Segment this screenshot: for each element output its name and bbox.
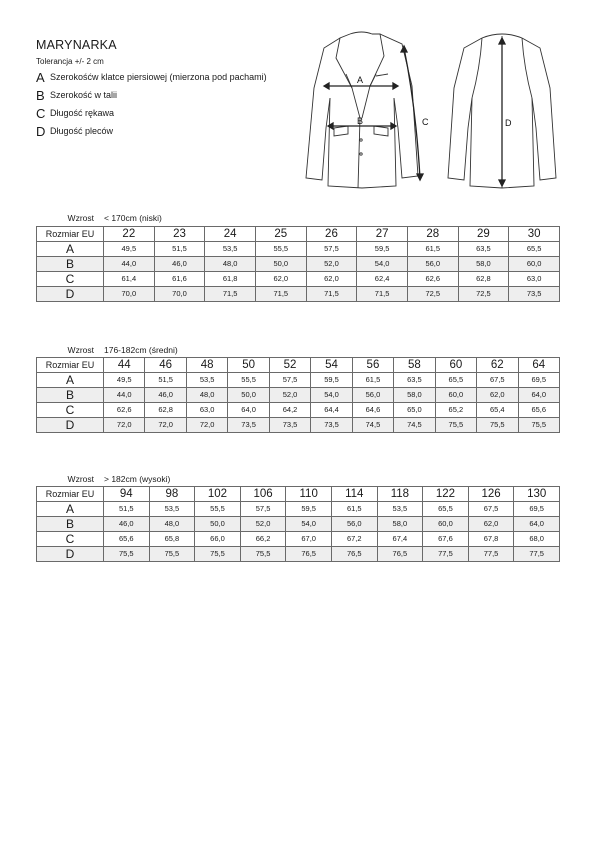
value-cell: 50,0 (255, 257, 306, 272)
height-label: Wzrost (67, 474, 94, 484)
height-label: Wzrost (67, 213, 94, 223)
size-cell: 94 (104, 487, 150, 502)
value-cell: 75,5 (435, 418, 476, 433)
value-cell: 77,5 (468, 547, 514, 562)
table-row (37, 532, 560, 547)
value-cell: 64,2 (269, 403, 310, 418)
value-cell: 44,0 (104, 257, 155, 272)
value-cell: 64,0 (228, 403, 269, 418)
value-cell: 56,0 (407, 257, 458, 272)
value-cell: 69,5 (514, 502, 560, 517)
value-cell: 75,5 (104, 547, 150, 562)
value-cell: 66,0 (195, 532, 241, 547)
row-letter: D (37, 287, 104, 302)
value-cell: 55,5 (228, 373, 269, 388)
jacket-diagram (300, 28, 570, 193)
legend-text: Szerokośćw klatce piersiowej (mierzona pod pachami) (50, 72, 267, 82)
size-cell: 30 (509, 227, 560, 242)
value-cell: 72,5 (407, 287, 458, 302)
diagram-label-b: B (357, 116, 364, 126)
table-row (37, 388, 560, 403)
legend-letter: B (36, 87, 45, 103)
value-cell: 75,5 (477, 418, 518, 433)
value-cell: 65,0 (394, 403, 435, 418)
value-cell: 57,5 (306, 242, 357, 257)
value-cell: 65,6 (104, 532, 150, 547)
size-cell: 44 (104, 358, 145, 373)
value-cell: 62,0 (306, 272, 357, 287)
size-header-row (37, 487, 560, 502)
value-cell: 65,8 (149, 532, 195, 547)
value-cell: 59,5 (357, 242, 408, 257)
size-cell: 110 (286, 487, 332, 502)
value-cell: 65,6 (518, 403, 559, 418)
value-cell: 58,0 (458, 257, 509, 272)
value-cell: 61,5 (352, 373, 393, 388)
value-cell: 67,5 (468, 502, 514, 517)
size-cell: 60 (435, 358, 476, 373)
value-cell: 53,5 (377, 502, 423, 517)
height-header-short (36, 213, 162, 223)
value-cell: 71,5 (306, 287, 357, 302)
value-cell: 65,5 (423, 502, 469, 517)
value-cell: 53,5 (186, 373, 227, 388)
value-cell: 77,5 (514, 547, 560, 562)
value-cell: 63,5 (458, 242, 509, 257)
value-cell: 60,0 (423, 517, 469, 532)
legend-item-a (36, 68, 267, 86)
table-row (37, 502, 560, 517)
table-row (37, 373, 560, 388)
value-cell: 68,0 (514, 532, 560, 547)
value-cell: 57,5 (269, 373, 310, 388)
diagram-label-a: A (357, 75, 364, 85)
legend-text: Długość rękawa (50, 108, 115, 118)
value-cell: 44,0 (104, 388, 145, 403)
value-cell: 53,5 (149, 502, 195, 517)
value-cell: 48,0 (205, 257, 256, 272)
value-cell: 54,0 (311, 388, 352, 403)
legend-text: Długość pleców (50, 126, 114, 136)
size-cell: 126 (468, 487, 514, 502)
value-cell: 51,5 (104, 502, 150, 517)
value-cell: 76,5 (331, 547, 377, 562)
value-cell: 74,5 (394, 418, 435, 433)
value-cell: 67,5 (477, 373, 518, 388)
value-cell: 64,6 (352, 403, 393, 418)
size-cell: 26 (306, 227, 357, 242)
table-row (37, 517, 560, 532)
value-cell: 70,0 (104, 287, 155, 302)
value-cell: 52,0 (269, 388, 310, 403)
size-cell: 46 (145, 358, 186, 373)
value-cell: 65,5 (435, 373, 476, 388)
value-cell: 62,0 (468, 517, 514, 532)
size-cell: 118 (377, 487, 423, 502)
value-cell: 73,5 (311, 418, 352, 433)
value-cell: 54,0 (357, 257, 408, 272)
size-label: Rozmiar EU (37, 487, 104, 502)
size-table-medium (36, 357, 560, 433)
size-cell: 52 (269, 358, 310, 373)
measure-c-arrows (401, 46, 423, 180)
legend-letter: C (36, 105, 46, 121)
value-cell: 56,0 (352, 388, 393, 403)
value-cell: 65,2 (435, 403, 476, 418)
size-cell: 29 (458, 227, 509, 242)
measure-c-line (404, 48, 420, 178)
value-cell: 55,5 (195, 502, 241, 517)
jacket-front-illustration (306, 32, 418, 188)
legend-text: Szerokość w talii (50, 90, 118, 100)
value-cell: 67,0 (286, 532, 332, 547)
value-cell: 58,0 (377, 517, 423, 532)
table-row (37, 418, 560, 433)
height-header-medium (36, 345, 178, 355)
value-cell: 62,6 (407, 272, 458, 287)
value-cell: 67,8 (468, 532, 514, 547)
legend-letter: A (36, 69, 45, 85)
value-cell: 62,0 (255, 272, 306, 287)
value-cell: 59,5 (286, 502, 332, 517)
value-cell: 62,0 (477, 388, 518, 403)
value-cell: 62,8 (145, 403, 186, 418)
value-cell: 52,0 (240, 517, 286, 532)
size-cell: 50 (228, 358, 269, 373)
size-cell: 58 (394, 358, 435, 373)
value-cell: 63,5 (394, 373, 435, 388)
value-cell: 64,0 (514, 517, 560, 532)
value-cell: 48,0 (186, 388, 227, 403)
diagram-label-c: C (422, 117, 429, 127)
size-cell: 98 (149, 487, 195, 502)
row-letter: B (37, 517, 104, 532)
value-cell: 51,5 (154, 242, 205, 257)
value-cell: 75,5 (149, 547, 195, 562)
legend-item-b (36, 86, 267, 104)
value-cell: 58,0 (394, 388, 435, 403)
row-letter: A (37, 502, 104, 517)
value-cell: 65,4 (477, 403, 518, 418)
value-cell: 69,5 (518, 373, 559, 388)
value-cell: 63,0 (186, 403, 227, 418)
value-cell: 75,5 (518, 418, 559, 433)
value-cell: 64,0 (518, 388, 559, 403)
value-cell: 67,4 (377, 532, 423, 547)
size-header-row (37, 358, 560, 373)
size-cell: 122 (423, 487, 469, 502)
table-row (37, 242, 560, 257)
table-row (37, 272, 560, 287)
size-cell: 102 (195, 487, 241, 502)
row-letter: A (37, 242, 104, 257)
value-cell: 61,5 (331, 502, 377, 517)
size-label: Rozmiar EU (37, 358, 104, 373)
row-letter: C (37, 272, 104, 287)
size-header-row (37, 227, 560, 242)
size-table-tall (36, 486, 560, 562)
value-cell: 60,0 (509, 257, 560, 272)
size-cell: 25 (255, 227, 306, 242)
value-cell: 62,8 (458, 272, 509, 287)
value-cell: 77,5 (423, 547, 469, 562)
value-cell: 75,5 (240, 547, 286, 562)
value-cell: 50,0 (228, 388, 269, 403)
row-letter: C (37, 532, 104, 547)
value-cell: 72,0 (145, 418, 186, 433)
value-cell: 65,5 (509, 242, 560, 257)
size-cell: 114 (331, 487, 377, 502)
value-cell: 72,0 (186, 418, 227, 433)
value-cell: 64,4 (311, 403, 352, 418)
size-cell: 48 (186, 358, 227, 373)
value-cell: 71,5 (357, 287, 408, 302)
size-cell: 106 (240, 487, 286, 502)
height-label: Wzrost (67, 345, 94, 355)
size-cell: 24 (205, 227, 256, 242)
value-cell: 73,5 (509, 287, 560, 302)
table-row (37, 257, 560, 272)
value-cell: 55,5 (255, 242, 306, 257)
value-cell: 46,0 (145, 388, 186, 403)
value-cell: 76,5 (286, 547, 332, 562)
table-row (37, 287, 560, 302)
size-label: Rozmiar EU (37, 227, 104, 242)
height-header-tall (36, 474, 170, 484)
diagram-label-d: D (505, 118, 512, 128)
value-cell: 71,5 (255, 287, 306, 302)
value-cell: 72,0 (104, 418, 145, 433)
value-cell: 59,5 (311, 373, 352, 388)
size-cell: 54 (311, 358, 352, 373)
value-cell: 67,6 (423, 532, 469, 547)
size-cell: 27 (357, 227, 408, 242)
size-table-short (36, 226, 560, 302)
height-value: 176-182cm (średni) (104, 345, 178, 355)
value-cell: 73,5 (228, 418, 269, 433)
size-cell: 62 (477, 358, 518, 373)
value-cell: 73,5 (269, 418, 310, 433)
legend-item-d (36, 122, 267, 140)
value-cell: 63,0 (509, 272, 560, 287)
row-letter: B (37, 388, 104, 403)
value-cell: 76,5 (377, 547, 423, 562)
value-cell: 49,5 (104, 373, 145, 388)
value-cell: 50,0 (195, 517, 241, 532)
value-cell: 46,0 (154, 257, 205, 272)
value-cell: 46,0 (104, 517, 150, 532)
measurement-legend (36, 68, 267, 140)
value-cell: 70,0 (154, 287, 205, 302)
row-letter: A (37, 373, 104, 388)
row-letter: B (37, 257, 104, 272)
value-cell: 53,5 (205, 242, 256, 257)
row-letter: C (37, 403, 104, 418)
value-cell: 61,4 (104, 272, 155, 287)
tolerance-note: Tolerancja +/- 2 cm (36, 57, 104, 66)
size-cell: 23 (154, 227, 205, 242)
size-cell: 56 (352, 358, 393, 373)
value-cell: 49,5 (104, 242, 155, 257)
size-cell: 28 (407, 227, 458, 242)
value-cell: 67,2 (331, 532, 377, 547)
value-cell: 51,5 (145, 373, 186, 388)
table-row (37, 547, 560, 562)
size-cell: 22 (104, 227, 155, 242)
value-cell: 66,2 (240, 532, 286, 547)
value-cell: 72,5 (458, 287, 509, 302)
height-value: > 182cm (wysoki) (104, 474, 171, 484)
value-cell: 54,0 (286, 517, 332, 532)
value-cell: 56,0 (331, 517, 377, 532)
value-cell: 62,6 (104, 403, 145, 418)
value-cell: 75,5 (195, 547, 241, 562)
value-cell: 48,0 (149, 517, 195, 532)
legend-letter: D (36, 123, 46, 139)
value-cell: 62,4 (357, 272, 408, 287)
value-cell: 61,5 (407, 242, 458, 257)
value-cell: 61,8 (205, 272, 256, 287)
value-cell: 52,0 (306, 257, 357, 272)
table-row (37, 403, 560, 418)
size-cell: 64 (518, 358, 559, 373)
row-letter: D (37, 547, 104, 562)
size-cell: 130 (514, 487, 560, 502)
height-value: < 170cm (niski) (104, 213, 162, 223)
value-cell: 60,0 (435, 388, 476, 403)
value-cell: 74,5 (352, 418, 393, 433)
value-cell: 71,5 (205, 287, 256, 302)
page-title: MARYNARKA (36, 38, 117, 52)
row-letter: D (37, 418, 104, 433)
value-cell: 61,6 (154, 272, 205, 287)
value-cell: 57,5 (240, 502, 286, 517)
legend-item-c (36, 104, 267, 122)
